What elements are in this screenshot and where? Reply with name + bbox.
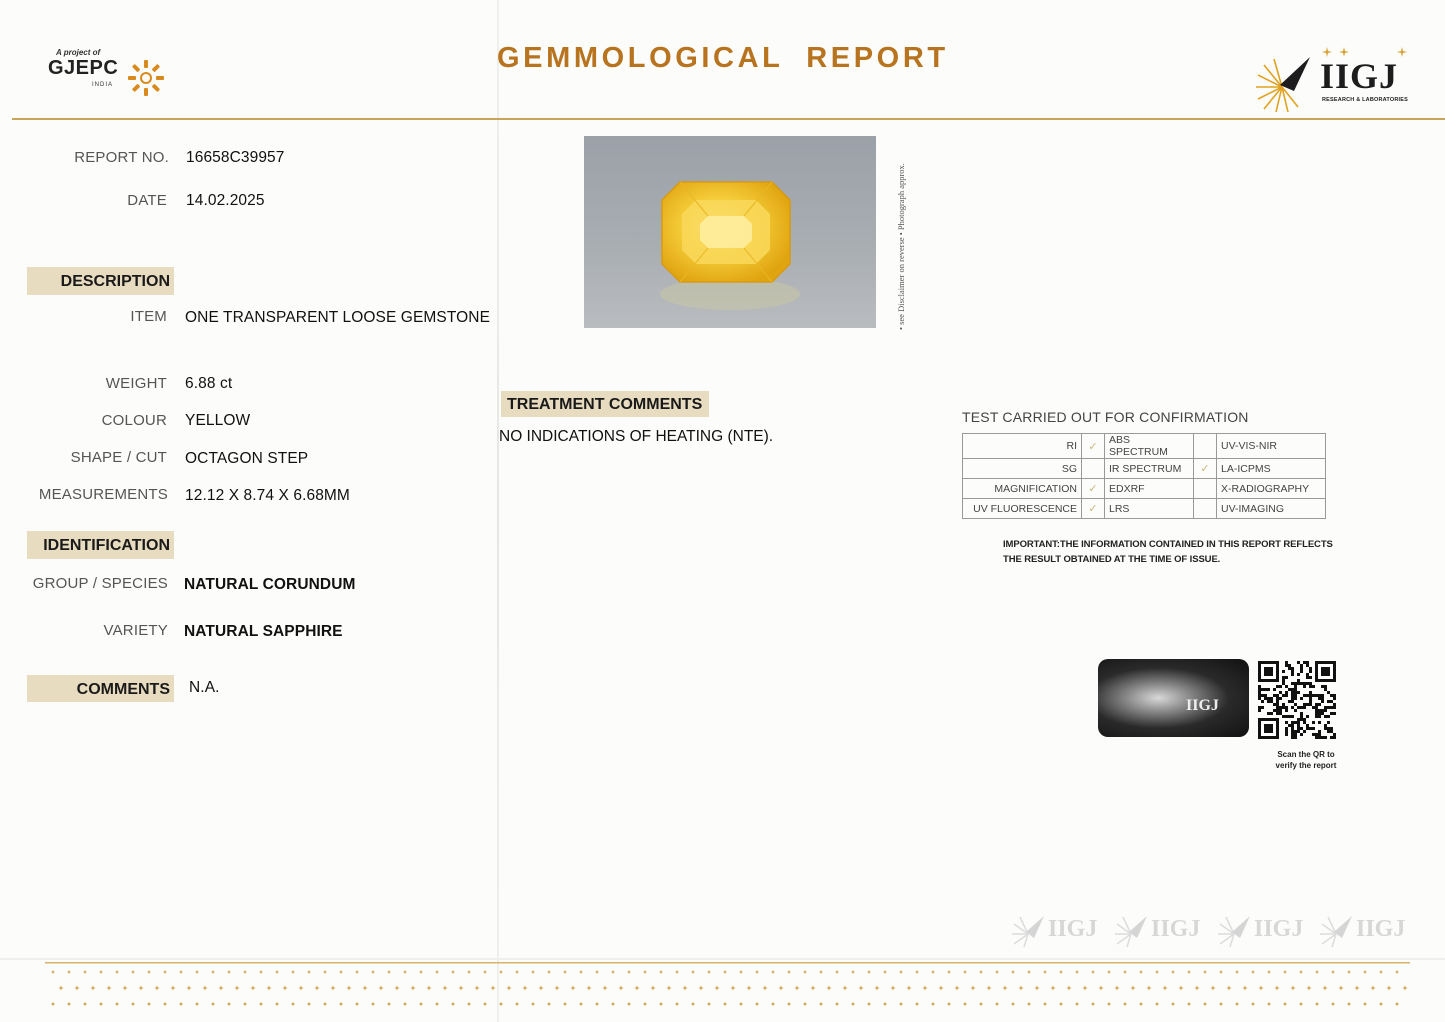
measurements-label: MEASUREMENTS: [38, 486, 168, 503]
qr-caption: [1266, 749, 1346, 771]
weight-value: 6.88 ct: [185, 375, 233, 392]
test-name-left: SG: [963, 459, 1082, 479]
test-name-mid: IR SPECTRUM: [1105, 459, 1194, 479]
report-no-label: REPORT NO.: [74, 149, 169, 166]
gjepc-country: INDIA: [92, 82, 114, 88]
report-title: GEMMOLOGICAL REPORT: [497, 42, 949, 74]
important-note: [1003, 537, 1343, 567]
test-name-left: MAGNIFICATION: [963, 479, 1082, 499]
watermark-text-4: IIGJ: [1356, 916, 1406, 942]
iigj-name: IIGJ: [1320, 56, 1399, 96]
test-name-mid: EDXRF: [1105, 479, 1194, 499]
tests-row: [963, 459, 1326, 479]
gemstone-photo: [584, 136, 876, 328]
group-label: GROUP / SPECIES: [32, 575, 168, 592]
gjepc-name: GJEPC: [48, 57, 119, 79]
watermark-text-2: IIGJ: [1151, 916, 1201, 942]
measurements-value: 12.12 X 8.74 X 6.68MM: [185, 487, 350, 504]
report-no-value: 16658C39957: [186, 149, 285, 166]
weight-label: WEIGHT: [105, 375, 167, 392]
watermark-burst-icon: [1318, 914, 1354, 948]
iigj-burst-icon: [1254, 51, 1316, 113]
iigj-logo: [1254, 45, 1414, 115]
qr-caption-line-2: verify the report: [1275, 761, 1337, 770]
photo-disclaimer: • see Disclaimer on reverse • Photograph approx.: [896, 163, 906, 330]
shape-label: SHAPE / CUT: [70, 449, 167, 466]
decorative-star-border: [45, 962, 1410, 1018]
yellow-sapphire-image: [584, 136, 876, 328]
qr-caption-line-1: Scan the QR to: [1277, 750, 1335, 759]
tests-title: TEST CARRIED OUT FOR CONFIRMATION: [962, 409, 1249, 425]
watermark-logo-4: [1318, 914, 1406, 948]
security-hologram: [1098, 659, 1249, 737]
test-name-left: RI: [963, 434, 1082, 459]
watermark-text-3: IIGJ: [1254, 916, 1304, 942]
watermark-burst-icon: [1010, 914, 1046, 948]
watermark-text-1: IIGJ: [1048, 916, 1098, 942]
treatment-heading: TREATMENT COMMENTS: [501, 391, 709, 417]
test-name-left: UV FLUORESCENCE: [963, 499, 1082, 519]
test-name-right: UV-VIS-NIR: [1217, 434, 1326, 459]
comments-value: N.A.: [189, 679, 220, 696]
description-heading: DESCRIPTION: [27, 267, 174, 295]
item-value: ONE TRANSPARENT LOOSE GEMSTONE: [185, 309, 491, 326]
watermark-logo-1: [1010, 914, 1098, 948]
hologram-text: IIGJ: [1186, 697, 1219, 714]
treatment-text: NO INDICATIONS OF HEATING (NTE).: [499, 428, 774, 445]
paper-fold-vertical: [497, 0, 499, 1022]
iigj-subtitle: RESEARCH & LABORATORIES: [1322, 97, 1408, 103]
important-text: THE INFORMATION CONTAINED IN THIS REPORT REFLECTS THE RESULT OBTAINED AT THE TIME OF ISSUE.: [1003, 539, 1333, 565]
comments-heading: COMMENTS: [27, 675, 174, 702]
watermark-burst-icon: [1216, 914, 1252, 948]
gjepc-sun-icon: [126, 58, 166, 98]
date-value: 14.02.2025: [186, 192, 265, 209]
test-name-mid: ABS SPECTRUM: [1105, 434, 1194, 459]
check-icon-mid: ✓: [1194, 459, 1217, 479]
test-name-right: UV-IMAGING: [1217, 499, 1326, 519]
check-icon-left: [1082, 459, 1105, 479]
check-icon-left: ✓: [1082, 479, 1105, 499]
check-icon-left: ✓: [1082, 499, 1105, 519]
header-rule: [12, 118, 1445, 120]
colour-value: YELLOW: [185, 412, 251, 429]
tests-table: [962, 433, 1326, 519]
check-icon-mid: [1194, 479, 1217, 499]
shape-value: OCTAGON STEP: [185, 450, 309, 467]
check-icon-mid: [1194, 434, 1217, 459]
gjepc-logo: [48, 48, 119, 88]
test-name-mid: LRS: [1105, 499, 1194, 519]
tests-row: [963, 434, 1326, 459]
watermark-logo-2: [1113, 914, 1201, 948]
identification-heading: IDENTIFICATION: [27, 531, 174, 559]
colour-label: COLOUR: [101, 412, 167, 429]
variety-label: VARIETY: [103, 622, 168, 639]
check-icon-mid: [1194, 499, 1217, 519]
group-value: NATURAL CORUNDUM: [184, 576, 356, 593]
watermark-burst-icon: [1113, 914, 1149, 948]
qr-code-icon[interactable]: [1258, 661, 1336, 739]
date-label: DATE: [127, 192, 167, 209]
watermark-logo-3: [1216, 914, 1304, 948]
important-label: IMPORTANT:: [1003, 539, 1060, 550]
test-name-right: X-RADIOGRAPHY: [1217, 479, 1326, 499]
gjepc-tagline: A project of: [56, 48, 101, 57]
item-label: ITEM: [130, 308, 167, 325]
check-icon-left: ✓: [1082, 434, 1105, 459]
tests-row: [963, 479, 1326, 499]
tests-row: [963, 499, 1326, 519]
variety-value: NATURAL SAPPHIRE: [184, 623, 343, 640]
paper-fold-horizontal: [0, 958, 1445, 960]
test-name-right: LA-ICPMS: [1217, 459, 1326, 479]
